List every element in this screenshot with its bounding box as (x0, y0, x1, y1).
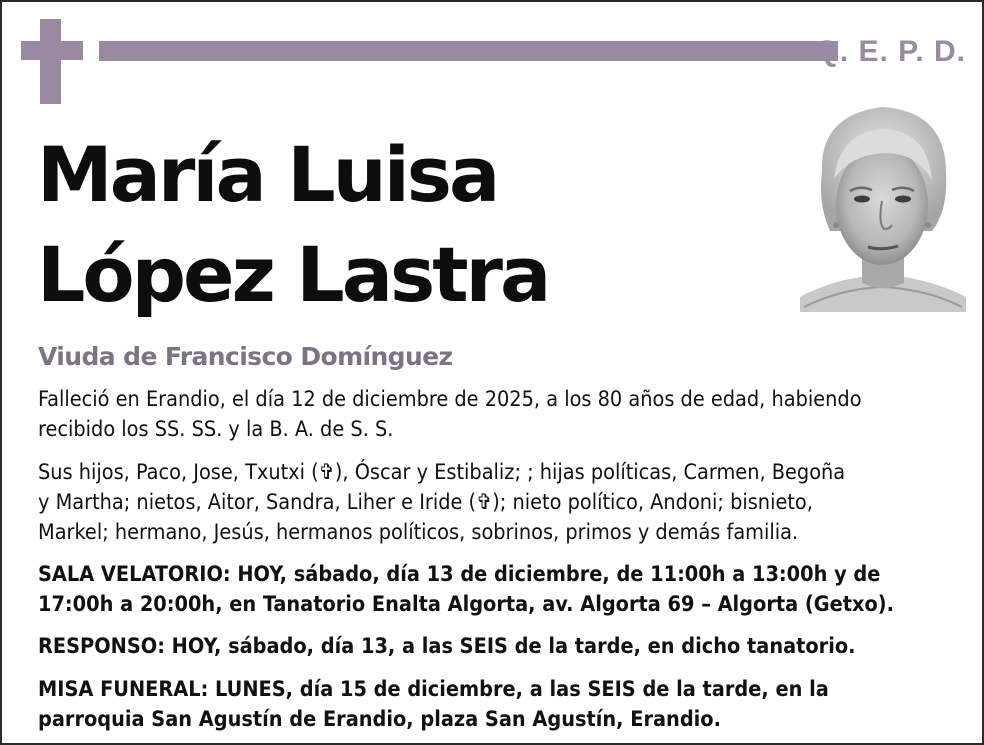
funeral-mass-line: parroquia San Agustín de Erandio, plaza San Agustín, Erandio. (38, 707, 721, 732)
death-details-line: Falleció en Erandio, el día 12 de diciembre de 2025, a los 80 años de edad, habiendo (38, 387, 862, 412)
wake-room-line: 17:00h a 20:00h, en Tanatorio Enalta Algorta, av. Algorta 69 – Algorta (Getxo). (38, 592, 894, 617)
deceased-surnames: López Lastra (37, 230, 549, 319)
qepd-label: Q. E. P. D. (815, 35, 966, 68)
latin-cross-icon (21, 19, 83, 104)
family-paragraph (38, 458, 958, 548)
death-details-line: recibido los SS. SS. y la B. A. de S. S. (38, 417, 394, 442)
wake-room-paragraph (38, 560, 958, 620)
family-line: Sus hijos, Paco, Jose, Txutxi (✞), Óscar y Estibaliz; ; hijas políticas, Carmen, Begoña (38, 460, 846, 485)
responso-paragraph (38, 632, 958, 662)
widow-of-subtitle: Viuda de Francisco Domínguez (38, 342, 453, 371)
death-details-paragraph (38, 385, 958, 445)
funeral-mass-line: MISA FUNERAL: LUNES, día 15 de diciembre, a las SEIS de la tarde, en la (38, 677, 829, 702)
family-line: Markel; hermano, Jesús, hermanos políticos, sobrinos, primos y demás familia. (38, 520, 799, 545)
portrait-photo (800, 101, 966, 312)
family-line: y Martha; nietos, Aitor, Sandra, Liher e Iride (✞); nieto político, Andoni; bisnieto, (38, 490, 813, 515)
deceased-first-name: María Luisa (37, 130, 498, 219)
funeral-mass-paragraph (38, 675, 958, 735)
header-rule (99, 41, 838, 61)
responso-line: RESPONSO: HOY, sábado, día 13, a las SEIS de la tarde, en dicho tanatorio. (38, 634, 856, 659)
wake-room-line: SALA VELATORIO: HOY, sábado, día 13 de diciembre, de 11:00h a 13:00h y de (38, 562, 881, 587)
